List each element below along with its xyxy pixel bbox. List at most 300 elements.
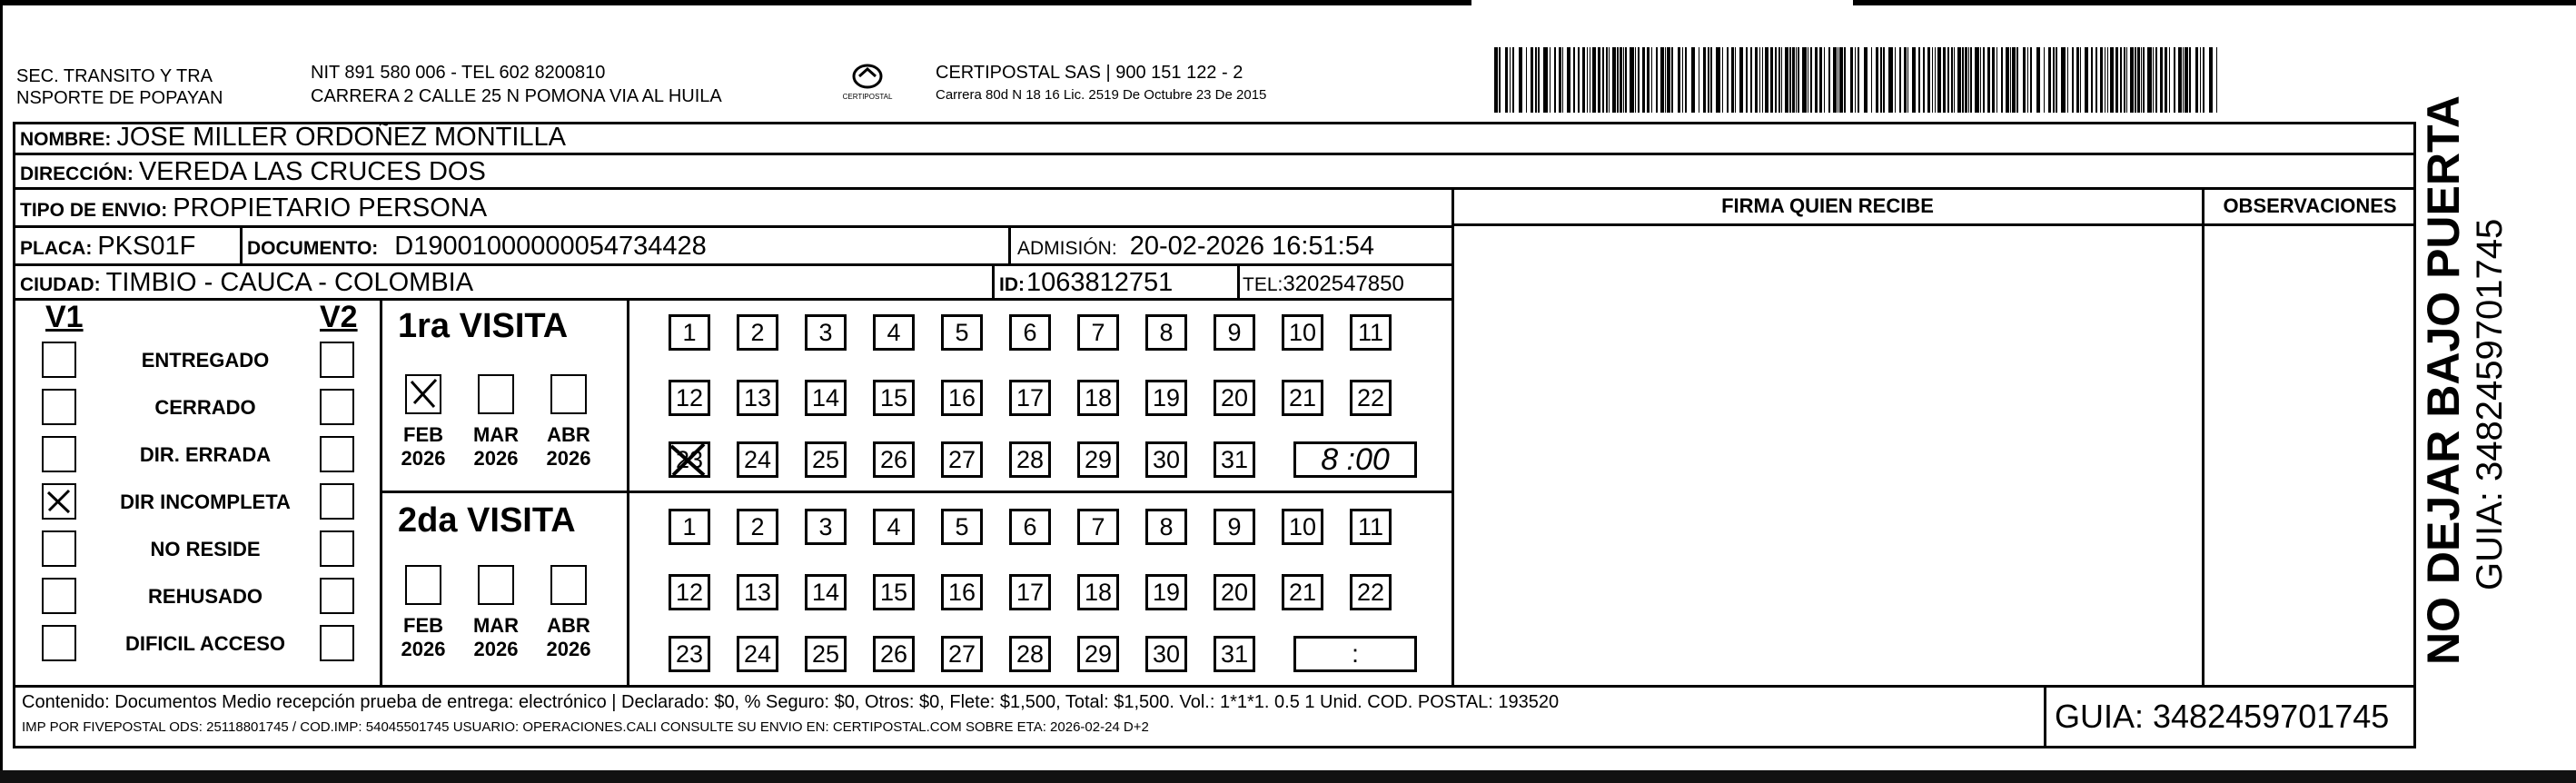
barcode-bar [1996, 47, 1997, 113]
day-box[interactable]: 1 [669, 509, 710, 545]
barcode-bar [1505, 47, 1508, 113]
day-box[interactable]: 25 [805, 636, 847, 672]
barcode-bar [2085, 47, 2088, 113]
org-line-2: NSPORTE DE POPAYAN [16, 88, 223, 108]
id-label: ID: [999, 274, 1025, 295]
barcode-bar [1554, 47, 1556, 113]
day-box[interactable]: 6 [1009, 314, 1051, 351]
firma-header: FIRMA QUIEN RECIBE [1721, 194, 1934, 217]
barcode-bar [1850, 47, 1853, 113]
v1-checkbox[interactable] [42, 342, 76, 378]
second-visit-title: 2da VISITA [398, 501, 576, 540]
nombre-row [20, 122, 566, 155]
month-name: FEB [403, 614, 443, 637]
status-label: DIR INCOMPLETA [120, 491, 291, 513]
barcode-bar [1606, 47, 1608, 113]
barcode-bar [1824, 47, 1825, 113]
direccion-label: DIRECCIÓN: [20, 164, 134, 184]
barcode-bar [1954, 47, 1955, 113]
time-box[interactable]: : [1293, 636, 1417, 672]
id-value: 1063812751 [1026, 268, 1174, 297]
day-box[interactable]: 26 [873, 636, 915, 672]
barcode-bar [1992, 47, 1995, 113]
barcode-bar [1559, 47, 1561, 113]
barcode-bar [1937, 47, 1941, 113]
barcode-bar [1980, 47, 1981, 113]
status-label: CERRADO [154, 396, 256, 419]
barcode-bar [1923, 47, 1925, 113]
barcode-bar [1815, 47, 1818, 113]
barcode-bar [2030, 47, 2032, 113]
day-box[interactable]: 4 [873, 314, 915, 351]
v1-checkbox[interactable] [42, 483, 76, 520]
rule-admision-sep [1008, 225, 1011, 263]
barcode-bar [1765, 47, 1769, 113]
day-box[interactable]: 27 [941, 636, 983, 672]
barcode-bar [2135, 47, 2136, 113]
rule-placa-sep [240, 225, 243, 263]
barcode-bar [2189, 47, 2191, 113]
barcode-bar [2053, 47, 2055, 113]
day-box[interactable]: 28 [1009, 636, 1051, 672]
month-checkbox[interactable] [478, 374, 514, 414]
barcode-bar [2155, 47, 2157, 113]
barcode-bar [1623, 47, 1624, 113]
barcode-bar [1858, 47, 1859, 113]
barcode-bar [1962, 47, 1964, 113]
rule-firma-left [1451, 187, 1454, 685]
time-box[interactable]: 8 :00 [1293, 441, 1417, 478]
barcode-bar [1746, 47, 1748, 113]
barcode-bar [1592, 47, 1596, 113]
day-box[interactable]: 13 [737, 380, 778, 416]
barcode-bar [2036, 47, 2040, 113]
day-box[interactable]: 12 [669, 380, 710, 416]
v1-label: V1 [45, 300, 84, 334]
day-box[interactable]: 31 [1214, 441, 1255, 478]
month-year: 2026 [473, 638, 519, 660]
barcode-bar [1899, 47, 1901, 113]
placa-label: PLACA: [20, 238, 93, 259]
barcode-bar [1671, 47, 1673, 113]
day-box[interactable]: 18 [1077, 574, 1119, 610]
barcode-bar [1932, 47, 1933, 113]
day-box[interactable]: 15 [873, 380, 915, 416]
day-box[interactable]: 31 [1214, 636, 1255, 672]
barcode-bar [1573, 47, 1575, 113]
barcode-bar [1871, 47, 1872, 113]
day-box[interactable]: 5 [941, 314, 983, 351]
barcode-bar [2115, 47, 2118, 113]
barcode-bar [1833, 47, 1837, 113]
v1-checkbox[interactable] [42, 436, 76, 472]
barcode-bar [1855, 47, 1856, 113]
barcode-bar [1947, 47, 1949, 113]
nombre-value: JOSE MILLER ORDOÑEZ MONTILLA [116, 123, 567, 152]
barcode-bar [1775, 47, 1777, 113]
day-box[interactable]: 6 [1009, 509, 1051, 545]
day-box[interactable]: 2 [737, 314, 778, 351]
barcode-bar [1810, 47, 1812, 113]
month-name: ABR [547, 614, 590, 637]
day-box[interactable]: 22 [1350, 574, 1392, 610]
barcode-bar [2076, 47, 2079, 113]
barcode-bar [2091, 47, 2093, 113]
barcode-bar [2153, 47, 2154, 113]
barcode-bar [1567, 47, 1570, 113]
barcode-bar [1957, 47, 1961, 113]
month-name: ABR [547, 423, 590, 446]
day-box[interactable]: 14 [805, 380, 847, 416]
top-right-rule [1853, 0, 2576, 5]
day-box[interactable]: 8 [1145, 314, 1187, 351]
barcode-bar [1802, 47, 1807, 113]
tipo-value: PROPIETARIO PERSONA [173, 193, 488, 223]
day-box[interactable]: 12 [669, 574, 710, 610]
barcode-bar [2216, 47, 2217, 113]
month-year: 2026 [401, 638, 446, 660]
month-checkbox[interactable] [550, 374, 587, 414]
ciudad-row [20, 267, 473, 301]
day-box[interactable]: 7 [1077, 509, 1119, 545]
day-box[interactable]: 20 [1214, 380, 1255, 416]
barcode-bar [1883, 47, 1885, 113]
tel-label: TEL: [1243, 274, 1283, 295]
barcode-bar [2137, 47, 2140, 113]
check-mark-icon [44, 485, 74, 518]
month-checkbox[interactable] [478, 565, 514, 605]
barcode-bar [1682, 47, 1683, 113]
barcode-bar [1888, 47, 1893, 113]
barcode-bar [2023, 47, 2026, 113]
day-box[interactable]: 10 [1282, 314, 1323, 351]
barcode-bar [2209, 47, 2213, 113]
barcode-bar [2100, 47, 2103, 113]
day-box[interactable]: 29 [1077, 441, 1119, 478]
barcode-bar [1844, 47, 1846, 113]
left-rule [0, 0, 3, 783]
barcode-bar [1598, 47, 1600, 113]
day-box[interactable]: 5 [941, 509, 983, 545]
barcode-bar [1543, 47, 1548, 113]
barcode-bar [2120, 47, 2122, 113]
day-box[interactable]: 30 [1145, 441, 1187, 478]
day-box[interactable]: 26 [873, 441, 915, 478]
barcode-bar [1494, 47, 1498, 113]
barcode-bar [2072, 47, 2074, 113]
day-box[interactable] [669, 441, 710, 478]
ciudad-value: TIMBIO - CAUCA - COLOMBIA [105, 268, 474, 297]
barcode-bar [1519, 47, 1522, 113]
footer-guia: GUIA: 3482459701745 [2055, 698, 2390, 735]
day-box[interactable]: 16 [941, 380, 983, 416]
barcode-bar [1927, 47, 1930, 113]
barcode-bar [2067, 47, 2068, 113]
day-box[interactable]: 24 [737, 636, 778, 672]
status-label: ENTREGADO [141, 349, 270, 372]
barcode-bar [2012, 47, 2016, 113]
v1-checkbox[interactable] [42, 389, 76, 425]
day-box[interactable]: 24 [737, 441, 778, 478]
barcode-bar [1562, 47, 1563, 113]
barcode-bar [1796, 47, 1797, 113]
barcode-bar [2130, 47, 2134, 113]
barcode-bar [2200, 47, 2201, 113]
barcode-bar [1685, 47, 1687, 113]
day-box[interactable]: 2 [737, 509, 778, 545]
barcode-bar [1970, 47, 1972, 113]
day-box[interactable]: 1 [669, 314, 710, 351]
day-box[interactable]: 13 [737, 574, 778, 610]
barcode-bar [1912, 47, 1916, 113]
barcode-bar [1895, 47, 1896, 113]
barcode [1494, 47, 2230, 114]
barcode-bar [1602, 47, 1604, 113]
barcode-bar [2174, 47, 2175, 113]
barcode-bar [1781, 47, 1782, 113]
v1-checkbox[interactable] [42, 625, 76, 661]
barcode-bar [2107, 47, 2108, 113]
barcode-bar [1876, 47, 1878, 113]
day-box[interactable]: 15 [873, 574, 915, 610]
day-box[interactable]: 3 [805, 314, 847, 351]
v2-checkbox[interactable] [320, 483, 354, 520]
admision-label: ADMISIÓN: [1017, 238, 1117, 259]
barcode-bar [2010, 47, 2011, 113]
barcode-bar [1722, 47, 1723, 113]
month-year: 2026 [546, 638, 591, 660]
day-box[interactable]: 22 [1350, 380, 1392, 416]
day-box[interactable]: 21 [1282, 574, 1323, 610]
barcode-bar [1510, 47, 1511, 113]
content-line: Contenido: Documentos Medio recepción prueba de entrega: electrónico | Declarado: $0, % Seguro: $0, Otros: $0, Flete: $1,500, Total: $1,500. Vol.: 1*1*1. 0.5 1 Unid. COD. POSTAL: 193520 [22, 692, 1560, 712]
status-label: DIR. ERRADA [139, 443, 272, 466]
month-name: MAR [472, 614, 520, 637]
barcode-bar [1778, 47, 1780, 113]
placa-row [20, 231, 195, 264]
day-box[interactable]: 28 [1009, 441, 1051, 478]
direccion-row [20, 156, 486, 190]
id-row [999, 267, 1173, 301]
barcode-bar [1864, 47, 1868, 113]
barcode-bar [1731, 47, 1734, 113]
barcode-bar [1512, 47, 1514, 113]
imp-line: IMP POR FIVEPOSTAL ODS: 25118801745 / COD.IMP: 54045501745 USUARIO: OPERACIONES.CALI CONSULTE SU ENVIO EN: CERTIPOSTAL.COM SOBRE ETA: 2026-02-24 D+2 [22, 719, 1149, 735]
documento-row [247, 231, 707, 264]
cross-mark-icon [668, 441, 713, 481]
day-box[interactable]: 29 [1077, 636, 1119, 672]
v1-checkbox[interactable] [42, 578, 76, 614]
tel-row [1243, 269, 1404, 301]
status-label: DIFICIL ACCESO [124, 632, 285, 655]
check-mark-icon [407, 376, 440, 412]
barcode-bar [1828, 47, 1830, 113]
admision-value: 20-02-2026 16:51:54 [1129, 232, 1374, 261]
barcode-bar [1792, 47, 1795, 113]
v2-checkbox[interactable] [320, 530, 354, 567]
tipo-row [20, 193, 487, 226]
barcode-bar [1708, 47, 1709, 113]
barcode-bar [1667, 47, 1670, 113]
barcode-bar [2124, 47, 2125, 113]
barcode-bar [1609, 47, 1610, 113]
v2-checkbox[interactable] [320, 389, 354, 425]
day-box[interactable]: 18 [1077, 380, 1119, 416]
barcode-bar [1538, 47, 1540, 113]
side-guia: GUIA: 3482459701745 [2470, 218, 2510, 590]
rule-months-right [627, 300, 629, 685]
day-box[interactable]: 19 [1145, 380, 1187, 416]
barcode-bar [1975, 47, 1979, 113]
day-box[interactable]: 30 [1145, 636, 1187, 672]
certipostal-logo [828, 60, 907, 107]
placa-value: PKS01F [97, 232, 196, 261]
barcode-bar [1739, 47, 1743, 113]
day-box[interactable]: 3 [805, 509, 847, 545]
day-box[interactable]: 17 [1009, 380, 1051, 416]
barcode-bar [1770, 47, 1773, 113]
day-number: 23 [675, 446, 704, 473]
month-year: 2026 [546, 447, 591, 470]
day-box[interactable]: 19 [1145, 574, 1187, 610]
barcode-bar [1987, 47, 1990, 113]
barcode-bar [1587, 47, 1588, 113]
day-box[interactable]: 11 [1350, 509, 1392, 545]
day-box[interactable]: 23 [669, 636, 710, 672]
barcode-bar [1656, 47, 1658, 113]
barcode-bar [1678, 47, 1680, 113]
barcode-bar [1789, 47, 1791, 113]
barcode-bar [2195, 47, 2198, 113]
day-box[interactable]: 25 [805, 441, 847, 478]
day-box[interactable]: 9 [1214, 509, 1255, 545]
address-line: CARRERA 2 CALLE 25 N POMONA VIA AL HUILA [311, 86, 722, 106]
documento-value: D19001000000054734428 [394, 232, 707, 261]
barcode-bar [1755, 47, 1758, 113]
barcode-bar [1785, 47, 1788, 113]
day-box[interactable]: 21 [1282, 380, 1323, 416]
month-year: 2026 [473, 447, 519, 470]
barcode-bar [1499, 47, 1501, 113]
barcode-bar [1880, 47, 1882, 113]
barcode-bar [2006, 47, 2009, 113]
barcode-bar [1904, 47, 1907, 113]
v2-label: V2 [320, 300, 358, 334]
barcode-bar [1531, 47, 1533, 113]
barcode-bar [2110, 47, 2114, 113]
barcode-bar [1943, 47, 1946, 113]
barcode-bar [1710, 47, 1712, 113]
day-box[interactable]: 17 [1009, 574, 1051, 610]
barcode-bar [2080, 47, 2081, 113]
bottom-rule [0, 770, 2576, 783]
nombre-label: NOMBRE: [20, 129, 112, 150]
barcode-bar [1665, 47, 1666, 113]
barcode-bar [1620, 47, 1622, 113]
month-label [540, 614, 598, 661]
day-box[interactable]: 7 [1077, 314, 1119, 351]
barcode-bar [1630, 47, 1634, 113]
day-box[interactable]: 14 [805, 574, 847, 610]
month-label [394, 423, 452, 471]
day-box[interactable]: 9 [1214, 314, 1255, 351]
day-box[interactable]: 20 [1214, 574, 1255, 610]
barcode-bar [1935, 47, 1936, 113]
barcode-bar [1625, 47, 1627, 113]
barcode-bar [2016, 47, 2018, 113]
rule-id-sep [992, 263, 995, 298]
tipo-label: TIPO DE ENVIO: [20, 200, 168, 221]
barcode-bar [2169, 47, 2170, 113]
barcode-bar [1651, 47, 1652, 113]
top-rule [0, 0, 1471, 5]
barcode-bar [1612, 47, 1616, 113]
nit-line: NIT 891 580 006 - TEL 602 8200810 [311, 63, 606, 83]
barcode-bar [2001, 47, 2003, 113]
rule-footer [13, 685, 2416, 688]
barcode-bar [1642, 47, 1645, 113]
barcode-bar [1759, 47, 1760, 113]
barcode-bar [1578, 47, 1580, 113]
day-box[interactable]: 16 [941, 574, 983, 610]
barcode-bar [1647, 47, 1650, 113]
day-box[interactable]: 8 [1145, 509, 1187, 545]
day-box[interactable]: 11 [1350, 314, 1392, 351]
rule-obs-left [2202, 187, 2204, 685]
barcode-bar [1535, 47, 1537, 113]
barcode-bar [1617, 47, 1619, 113]
barcode-bar [1703, 47, 1706, 113]
month-checkbox[interactable] [405, 565, 441, 605]
month-name: FEB [403, 423, 443, 446]
month-label [540, 423, 598, 471]
v2-checkbox[interactable] [320, 436, 354, 472]
barcode-bar [1951, 47, 1953, 113]
rule-tel-sep [1237, 263, 1240, 298]
barcode-bar [2183, 47, 2184, 113]
barcode-bar [1716, 47, 1720, 113]
first-visit-title: 1ra VISITA [398, 307, 569, 345]
barcode-bar [1839, 47, 1843, 113]
admision-row [1017, 231, 1374, 264]
v1-checkbox[interactable] [42, 530, 76, 567]
barcode-bar [1750, 47, 1752, 113]
tel-value: 3202547850 [1283, 272, 1404, 296]
barcode-bar [1965, 47, 1967, 113]
day-box[interactable]: 10 [1282, 509, 1323, 545]
barcode-bar [2095, 47, 2097, 113]
day-box[interactable]: 4 [873, 509, 915, 545]
v2-checkbox[interactable] [320, 342, 354, 378]
month-checkbox[interactable] [405, 374, 441, 414]
v2-checkbox[interactable] [320, 578, 354, 614]
barcode-bar [1550, 47, 1551, 113]
status-label: NO RESIDE [150, 538, 261, 560]
documento-label: DOCUMENTO: [247, 238, 379, 259]
barcode-bar [1691, 47, 1695, 113]
status-label: REHUSADO [148, 585, 263, 608]
month-label [467, 614, 525, 661]
rule-columns-header [1453, 223, 2416, 226]
ciudad-label: CIUDAD: [20, 274, 101, 295]
barcode-bar [1727, 47, 1729, 113]
month-label [467, 423, 525, 471]
v2-checkbox[interactable] [320, 625, 354, 661]
barcode-bar [1638, 47, 1640, 113]
day-box[interactable]: 27 [941, 441, 983, 478]
month-checkbox[interactable] [550, 565, 587, 605]
barcode-bar [1907, 47, 1908, 113]
